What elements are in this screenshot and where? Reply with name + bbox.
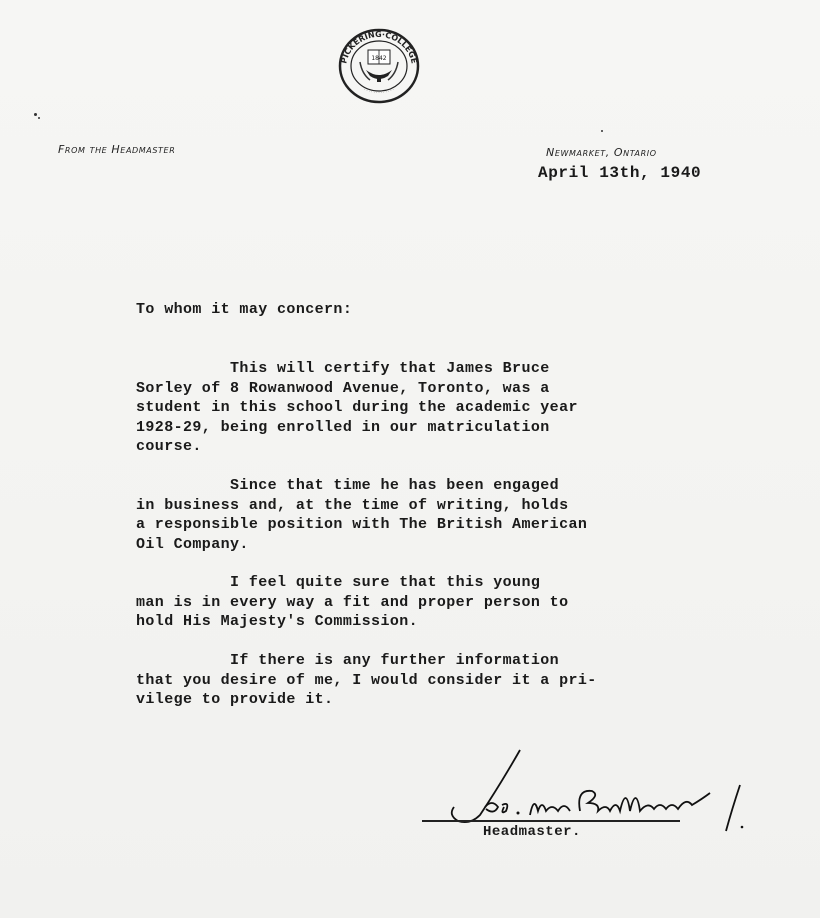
- signatory-title: Headmaster.: [483, 824, 581, 840]
- text-line: a responsible position with The British American: [136, 516, 588, 533]
- text-line: Since that time he has been engaged: [136, 477, 560, 494]
- svg-text:· · · · · · · · · · · · ·: · · · · · · · · · · · · ·: [363, 86, 395, 96]
- seal-year: 1842: [371, 55, 387, 62]
- paper-speck: [601, 130, 603, 132]
- text-line: man is in every way a fit and proper person to: [136, 593, 569, 611]
- text-line: that you desire of me, I would consider it a pri-: [136, 671, 597, 689]
- text-line: hold His Majesty's Commission.: [136, 613, 419, 630]
- paragraph-employment: [136, 476, 736, 554]
- text-line: student in this school during the academic year: [136, 399, 578, 416]
- text-line: course.: [136, 438, 202, 455]
- paper-speck: [34, 113, 37, 116]
- text-line: in business and, at the time of writing, holds: [136, 496, 569, 514]
- text-line: If there is any further information: [136, 652, 560, 669]
- text-line: Oil Company.: [136, 535, 249, 553]
- letter-date: April 13th, 1940: [538, 164, 702, 182]
- paragraph-closing: [136, 651, 736, 710]
- from-headmaster-label: From the Headmaster: [58, 143, 176, 156]
- salutation: To whom it may concern:: [136, 301, 353, 318]
- signature-line: [422, 820, 680, 822]
- paragraph-certification: [136, 359, 736, 457]
- seal-name: PICKERING·COLLEGE: [339, 29, 419, 65]
- text-line: 1928-29, being enrolled in our matriculation: [136, 418, 550, 436]
- paper-speck: [38, 117, 40, 119]
- paragraph-character: [136, 573, 736, 632]
- text-line: vilege to provide it.: [136, 691, 334, 708]
- text-line: I feel quite sure that this young: [136, 574, 541, 591]
- college-seal-icon: [338, 28, 420, 104]
- text-line: This will certify that James Bruce: [136, 360, 550, 377]
- location-label: Newmarket, Ontario: [546, 146, 657, 159]
- text-line: Sorley of 8 Rowanwood Avenue, Toronto, was a: [136, 379, 550, 397]
